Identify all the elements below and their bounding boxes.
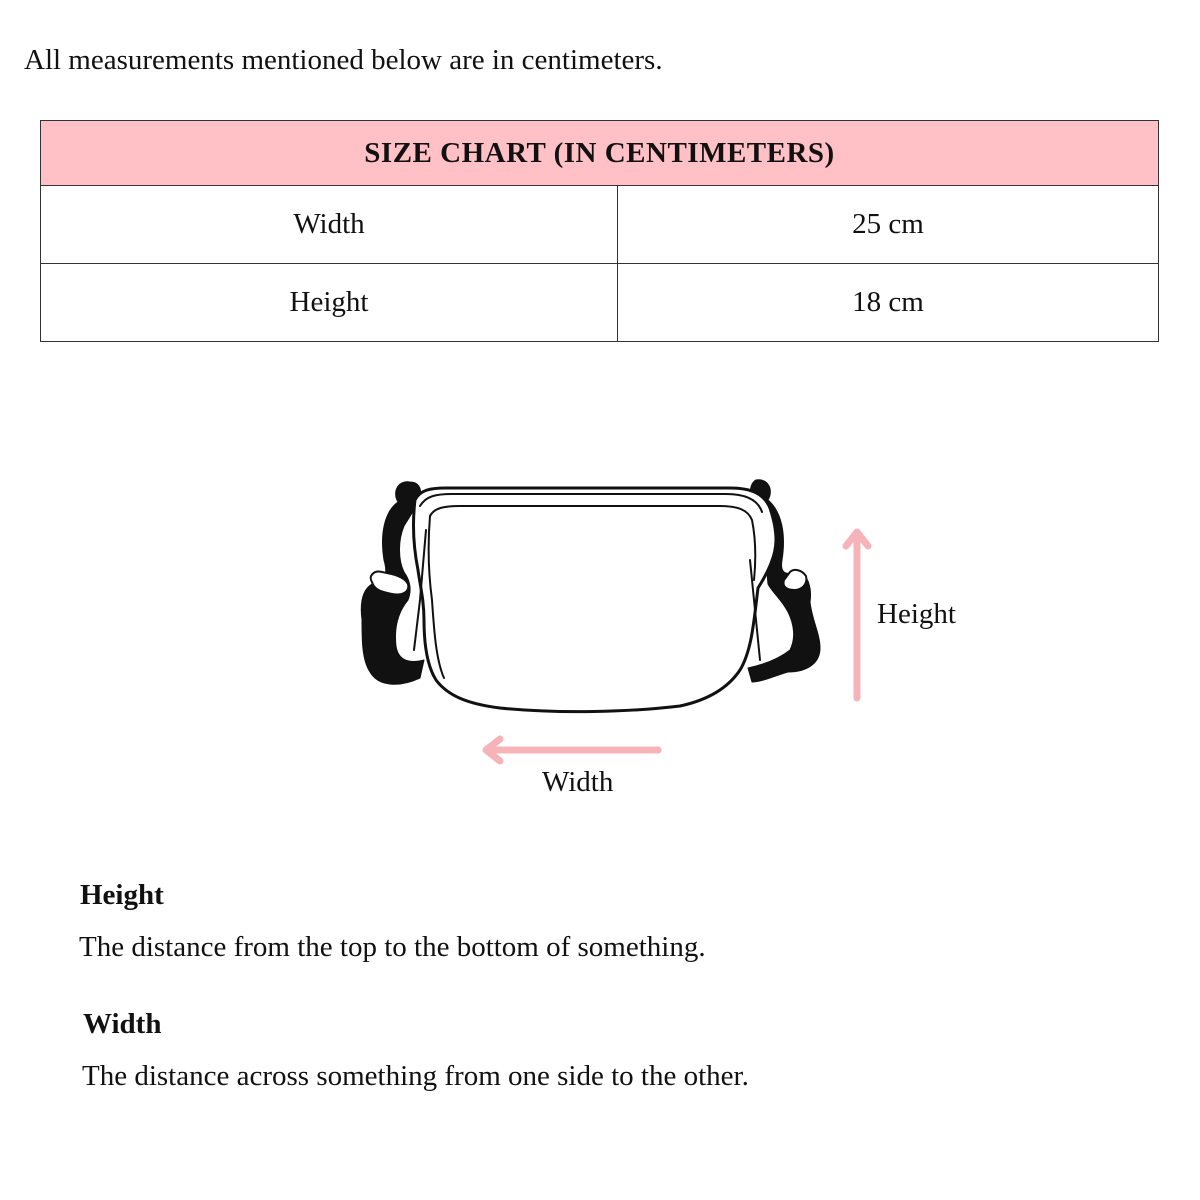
height-definition-term: Height [80, 879, 164, 911]
width-arrow-icon [486, 739, 658, 761]
row-value-height: 18 cm [618, 264, 1159, 342]
crossbody-bag-icon [361, 480, 820, 712]
height-arrow-icon [846, 532, 868, 698]
width-definition-term: Width [83, 1008, 162, 1040]
row-label-width: Width [41, 186, 618, 264]
row-label-height: Height [41, 264, 618, 342]
height-diagram-label: Height [877, 598, 956, 630]
width-definition-text: The distance across something from one side to the other. [82, 1060, 749, 1092]
table-row [41, 186, 1159, 264]
height-definition-text: The distance from the top to the bottom of something. [79, 931, 706, 963]
size-chart-header-row [41, 121, 1159, 186]
size-chart-table [40, 120, 1159, 342]
size-chart-title: SIZE CHART (IN CENTIMETERS) [41, 121, 1159, 186]
width-diagram-label: Width [542, 766, 614, 798]
intro-text: All measurements mentioned below are in centimeters. [24, 44, 663, 76]
row-value-width: 25 cm [618, 186, 1159, 264]
table-row [41, 264, 1159, 342]
